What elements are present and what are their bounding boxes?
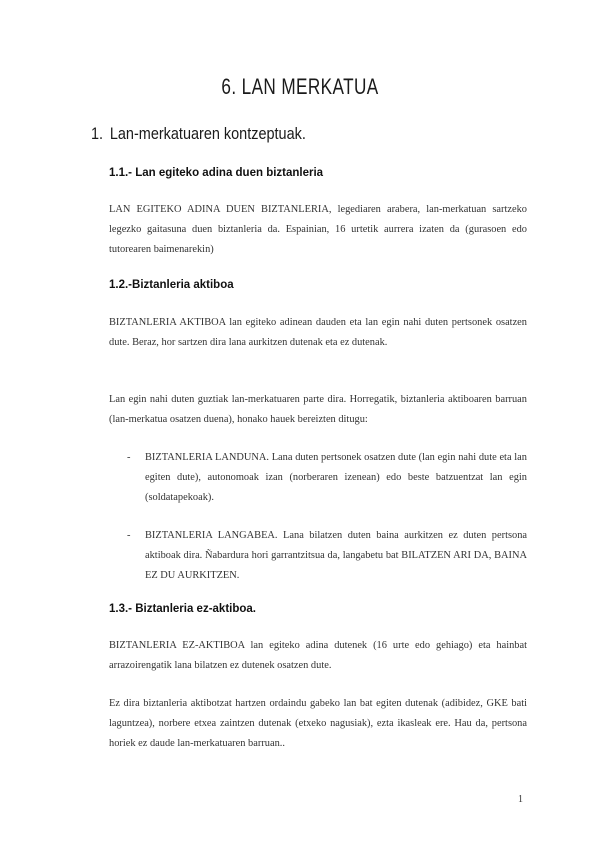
list-item [109,526,527,586]
page-number: 1 [518,794,523,805]
list-item-text: BIZTANLERIA LANGABEA. Lana bilatzen duten baina aurkitzen ez duten pertsona aktiboak dira. Ñabardura hori garrantzitsua da, langabetu bat BILATZEN ARI DA, BAINA EZ DU AURKITZEN. [145,530,527,581]
chapter-title: 6. LAN MERKATUA [221,74,379,99]
list-item [109,448,527,508]
subsection-title-1-1: 1.1.- Lan egiteko adina duen biztanleria [109,167,324,179]
subsection-title-1-3: 1.3.- Biztanleria ez-aktiboa. [109,603,256,615]
list-item-text: BIZTANLERIA LANDUNA. Lana duten pertsonek osatzen dute (lan egin nahi dute eta lan egiten dute), autonomoak izan (norberaren izenean) edo beste batzuentzat lan egin (soldatapekoak). [145,452,527,503]
paragraph-1-1-a: LAN EGITEKO ADINA DUEN BIZTANLERIA, legediaren arabera, lan-merkatuan sartzeko legezko gaitasuna duen biztanleria da. Espainian, 16 urtetik aurrera izaten da (gurasoen edo tutorearen baimenarekin) [109,204,527,255]
bullet-dash: - [127,530,131,541]
paragraph-1-2-a: BIZTANLERIA AKTIBOA lan egiteko adinean dauden eta lan egin nahi duten pertsonek osatzen dute. Beraz, hor sartzen dira lana aurkitzen dutenak eta ez dutenak. [109,317,527,348]
section-title [91,124,306,144]
paragraph-1-3-b: Ez dira biztanleria aktibotzat hartzen ordaindu gabeko lan bat egiten dutenak (adibidez, GKE bati laguntzea), norbere etxea zaintzen dutenak (etxeko nagusiak), ezta ikasleak ere. Hau da, pertsona horiek ez daude lan-merkatuaren barruan.. [109,698,527,749]
bullet-dash: - [127,452,131,463]
subsection-title-1-2: 1.2.-Biztanleria aktiboa [109,279,234,291]
section-title-text: Lan-merkatuaren kontzeptuak. [109,124,306,143]
paragraph-1-2-b: Lan egin nahi duten guztiak lan-merkatuaren parte dira. Horregatik, biztanleria aktiboaren barruan (lan-merkatua osatzen duena), honako hauek bereizten ditugu: [109,394,527,425]
section-number: 1. [91,124,104,143]
paragraph-1-3-a: BIZTANLERIA EZ-AKTIBOA lan egiteko adina dutenek (16 urte edo gehiago) eta hainbat arrazoirengatik lana bilatzen ez dutenek osatzen dute. [109,640,527,671]
